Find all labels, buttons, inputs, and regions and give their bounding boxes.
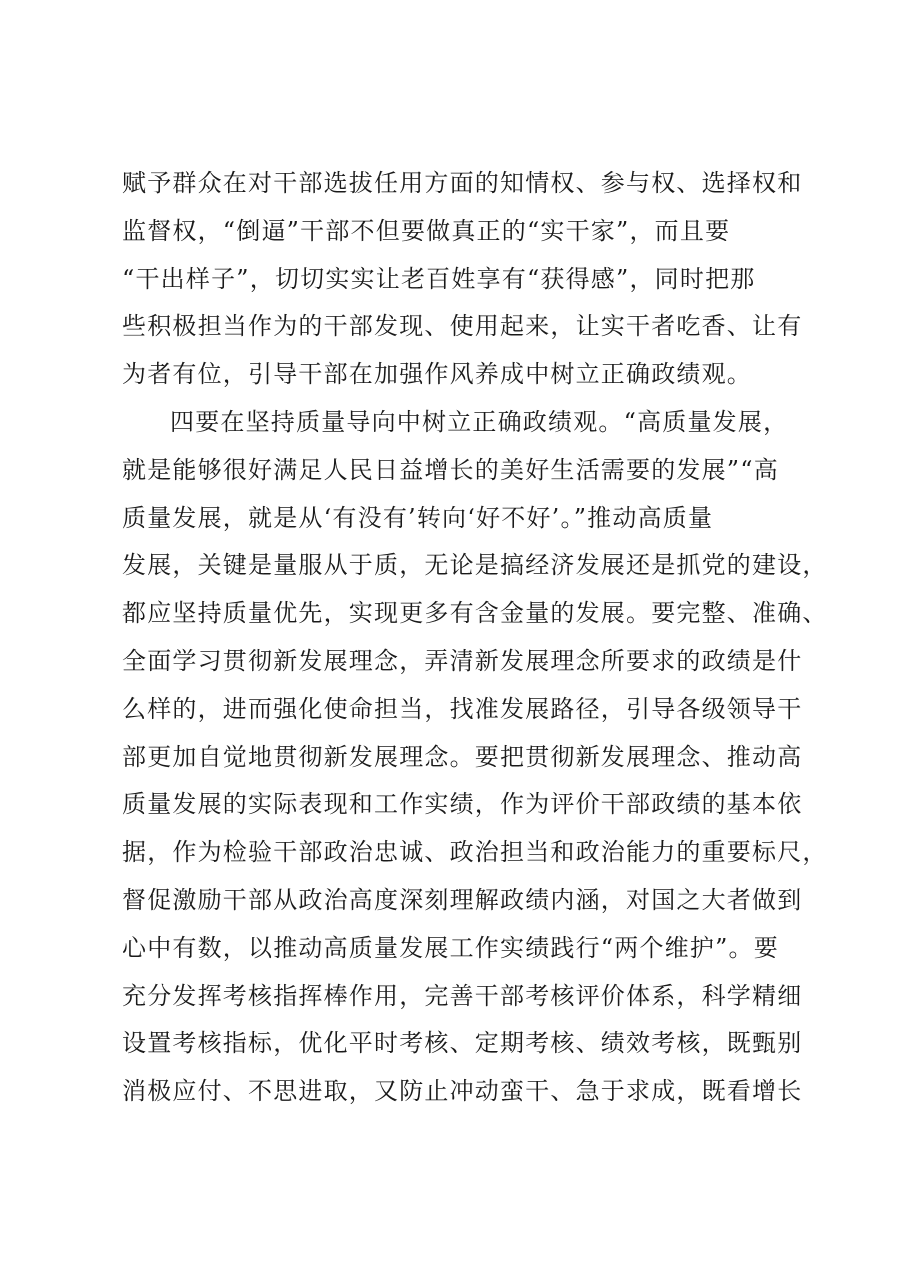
text-line: 设置考核指标，优化平时考核、定期考核、绩效考核，既甄别 xyxy=(122,1029,803,1058)
text-line: 消极应付、不思进取，又防止冲动蛮干、急于求成，既看增长 xyxy=(122,1077,803,1106)
text-line: 么样的，进而强化使命担当，找准发展路径，引导各级领导干 xyxy=(122,694,803,723)
text-line: 质量发展的实际表现和工作实绩，作为评价干部政绩的基本依 xyxy=(122,790,803,819)
text-line: 据，作为检验干部政治忠诚、政治担当和政治能力的重要标尺， xyxy=(122,838,828,867)
text-line: 心中有数，以推动高质量发展工作实绩践行“两个维护”。要 xyxy=(122,933,779,962)
text-line: 为者有位，引导干部在加强作风养成中树立正确政绩观。 xyxy=(122,360,752,389)
text-line: 充分发挥考核指挥棒作用，完善干部考核评价体系，科学精细 xyxy=(122,981,803,1010)
text-line: 发展，关键是量服从于质，无论是搞经济发展还是抓党的建设， xyxy=(122,551,828,580)
text-line: 都应坚持质量优先，实现更多有含金量的发展。要完整、准确、 xyxy=(122,599,828,628)
paragraph-first-line: 四要在坚持质量导向中树立正确政绩观。“高质量发展， xyxy=(170,407,789,436)
text-line: 质量发展，就是从‘有没有’转向‘好不好’。”推动高质量 xyxy=(122,503,714,532)
text-line: 赋予群众在对干部选拔任用方面的知情权、参与权、选择权和 xyxy=(122,169,803,197)
text-line: 些积极担当作为的干部发现、使用起来，让实干者吃香、让有 xyxy=(122,312,803,341)
text-line: 部更加自觉地贯彻新发展理念。要把贯彻新发展理念、推动高 xyxy=(122,742,803,771)
text-line: 全面学习贯彻新发展理念，弄清新发展理念所要求的政绩是什 xyxy=(122,646,803,675)
text-line: “干出样子”，切切实实让老百姓享有“获得感”，同时把那 xyxy=(122,264,756,293)
document-body xyxy=(122,160,828,1116)
text-line: 督促激励干部从政治高度深刻理解政绩内涵，对国之大者做到 xyxy=(122,885,803,914)
text-line: 监督权，“倒逼”干部不但要做真正的“实干家”，而且要 xyxy=(122,216,731,245)
text-line: 就是能够很好满足人民日益增长的美好生活需要的发展”“高 xyxy=(122,455,779,484)
